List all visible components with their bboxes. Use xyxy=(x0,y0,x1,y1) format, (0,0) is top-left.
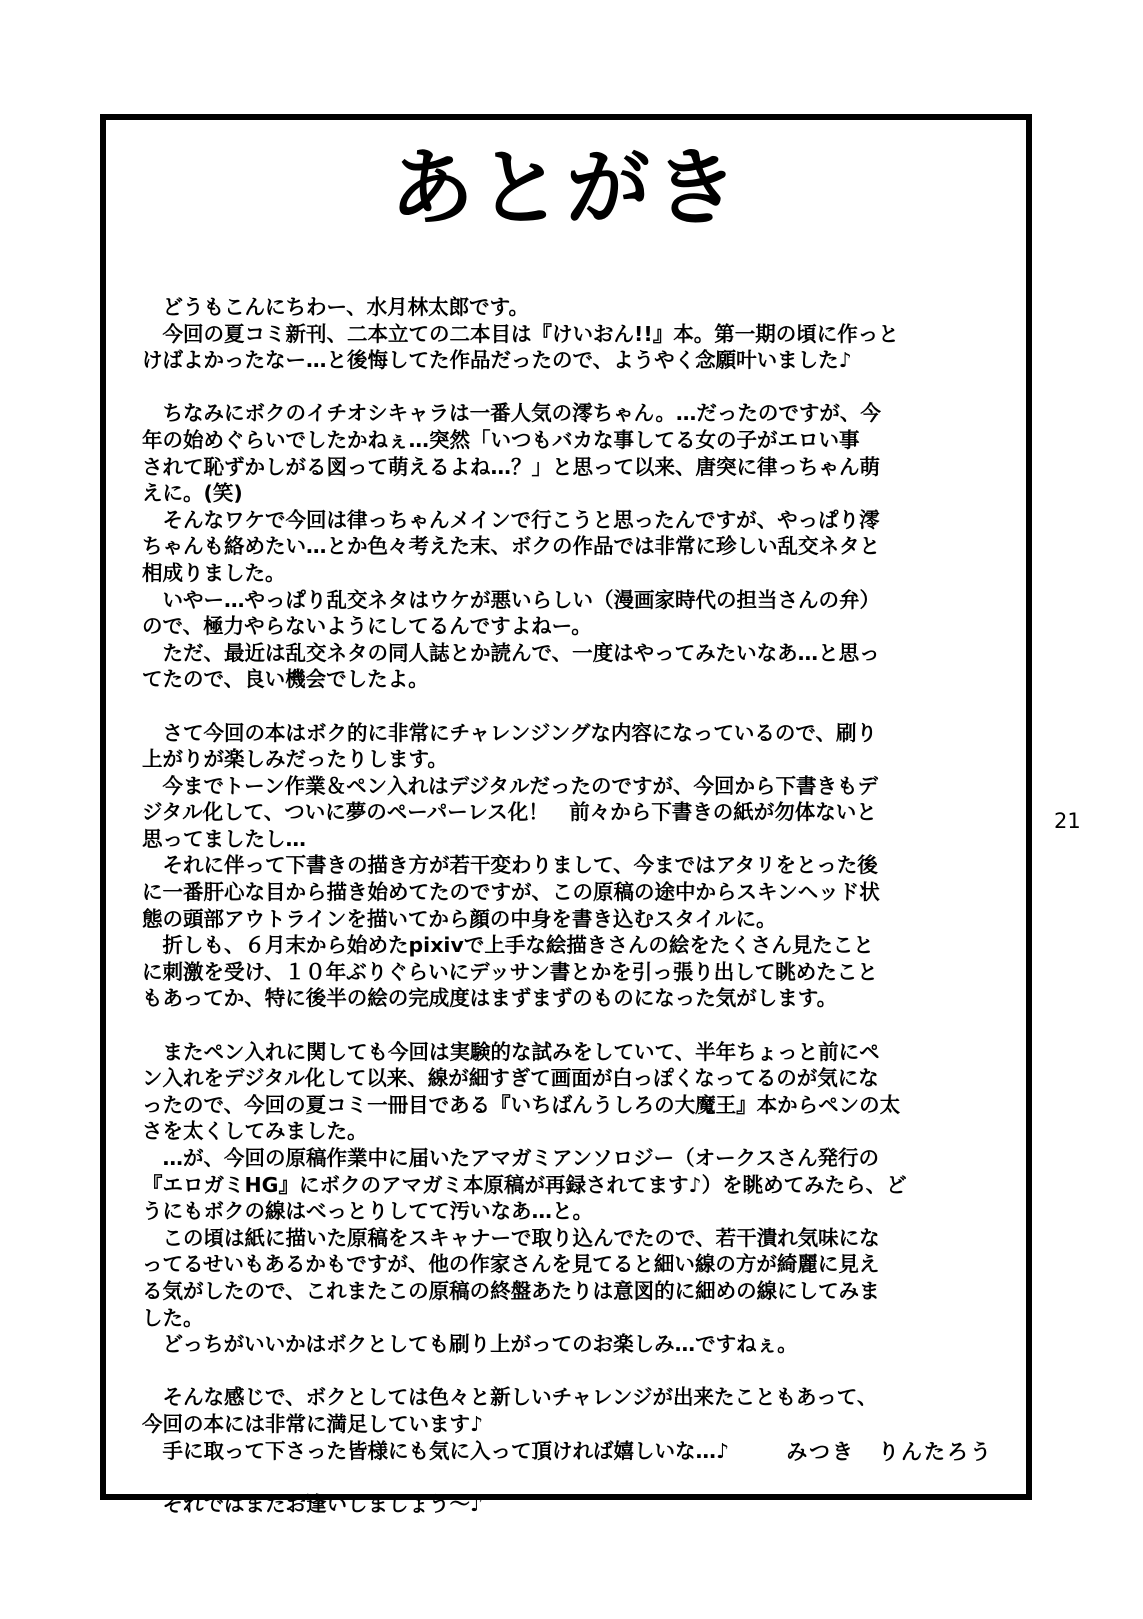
text-line: えに。(笑) xyxy=(142,481,243,506)
text-line: それではまたお逢いしましょう～♪ xyxy=(142,1491,484,1516)
text-line: ちなみにボクのイチオシキャラは一番人気の澪ちゃん。…だったのですが、今 xyxy=(142,401,881,426)
text-line: ジタル化して、ついに夢のペーパーレス化！ 前々から下書きの紙が勿体ないと xyxy=(142,800,877,825)
text-line: ったので、今回の夏コミ一冊目である『いちばんうしろの大魔王』本からペンの太 xyxy=(142,1092,901,1117)
author-signature: みつき りんたろう xyxy=(786,1440,993,1464)
text-line: した。 xyxy=(142,1305,204,1330)
text-line: 上がりが楽しみだったりします。 xyxy=(142,747,448,772)
text-line: この頃は紙に描いた原稿をスキャナーで取り込んでたので、若干潰れ気味にな xyxy=(142,1225,880,1250)
page-number: 21 xyxy=(1054,809,1081,833)
text-line: けばよかったなー…と後悔してた作品だったので、ようやく念願叶いました♪ xyxy=(142,348,852,373)
text-line: 年の始めぐらいでしたかねぇ…突然「いつもバカな事してる女の子がエロい事 xyxy=(142,427,860,452)
text-line: いやー…やっぱり乱交ネタはウケが悪いらしい（漫画家時代の担当さんの弁） xyxy=(142,587,880,612)
text-line: そんなワケで今回は律っちゃんメインで行こうと思ったんですが、やっぱり澪 xyxy=(142,507,880,532)
text-line: またペン入れに関しても今回は実験的な試みをしていて、半年ちょっと前にペ xyxy=(142,1039,880,1064)
afterword-body xyxy=(142,294,1022,1517)
text-line: 今回の夏コミ新刊、二本立ての二本目は『けいおん!!』本。第一期の頃に作っと xyxy=(142,321,899,346)
text-line: 『エロガミHG』にボクのアマガミ本原稿が再録されてます♪）を眺めてみたら、ど xyxy=(142,1172,907,1197)
blank-line xyxy=(142,693,1022,720)
text-line: る気がしたので、これまたこの原稿の終盤あたりは意図的に細めの線にしてみま xyxy=(142,1278,880,1303)
text-line: に刺激を受け、１０年ぶりぐらいにデッサン書とかを引っ張り出して眺めたこと xyxy=(142,959,878,984)
text-line: に一番肝心な目から描き始めてたのですが、この原稿の途中からスキンヘッド状 xyxy=(142,880,880,905)
text-line: うにもボクの線はべっとりしてて汚いなあ…と。 xyxy=(142,1199,593,1224)
text-line: てたので、良い機会でしたよ。 xyxy=(142,667,429,692)
blank-line xyxy=(142,1464,1022,1491)
text-line: さて今回の本はボク的に非常にチャレンジングな内容になっているので、刷り xyxy=(142,720,878,745)
page-title: あとがき xyxy=(389,139,742,237)
text-line: それに伴って下書きの描き方が若干変わりまして、今まではアタリをとった後 xyxy=(142,853,878,878)
text-line: もあってか、特に後半の絵の完成度はまずまずのものになった気がします。 xyxy=(142,986,838,1011)
text-line: ただ、最近は乱交ネタの同人誌とか読んで、一度はやってみたいなあ…と思っ xyxy=(142,640,880,665)
text-line: 折しも、６月末から始めたpixivで上手な絵描きさんの絵をたくさん見たこと xyxy=(142,933,874,958)
blank-line xyxy=(142,1358,1022,1385)
text-line: そんな感じで、ボクとしては色々と新しいチャレンジが出来たこともあって、 xyxy=(142,1385,878,1410)
text-line: ちゃんも絡めたい…とか色々考えた末、ボクの作品では非常に珍しい乱交ネタと xyxy=(142,534,880,559)
text-line: 相成りました。 xyxy=(142,560,286,585)
text-line: 思ってましたし… xyxy=(142,826,306,851)
text-line: 今までトーン作業＆ペン入れはデジタルだったのですが、今回から下書きもデ xyxy=(142,773,878,798)
text-line: 今回の本には非常に満足しています♪ xyxy=(142,1411,484,1436)
text-line: ので、極力やらないようにしてるんですよねー。 xyxy=(142,614,592,639)
text-line: どうもこんにちわー、水月林太郎です。 xyxy=(142,295,530,319)
text-line: ってるせいもあるかもですが、他の作家さんを見てると細い線の方が綺麗に見え xyxy=(142,1252,880,1277)
text-line: …が、今回の原稿作業中に届いたアマガミアンソロジー（オークスさん発行の xyxy=(142,1146,879,1170)
text-line: どっちがいいかはボクとしても刷り上がってのお楽しみ…ですねぇ。 xyxy=(142,1332,798,1357)
text-line: ン入れをデジタル化して以来、線が細すぎて画面が白っぽくなってるのが気にな xyxy=(142,1066,879,1091)
blank-line xyxy=(142,374,1022,401)
text-line: 手に取って下さった皆様にも気に入って頂ければ嬉しいな…♪ xyxy=(142,1438,730,1463)
text-line: さを太くしてみました。 xyxy=(142,1119,368,1144)
text-line: 態の頭部アウトラインを描いてから顔の中身を書き込むスタイルに。 xyxy=(142,906,777,931)
blank-line xyxy=(142,1012,1022,1039)
text-line: されて恥ずかしがる図って萌えるよね…？」と思って以来、唐突に律っちゃん萌 xyxy=(142,454,880,479)
